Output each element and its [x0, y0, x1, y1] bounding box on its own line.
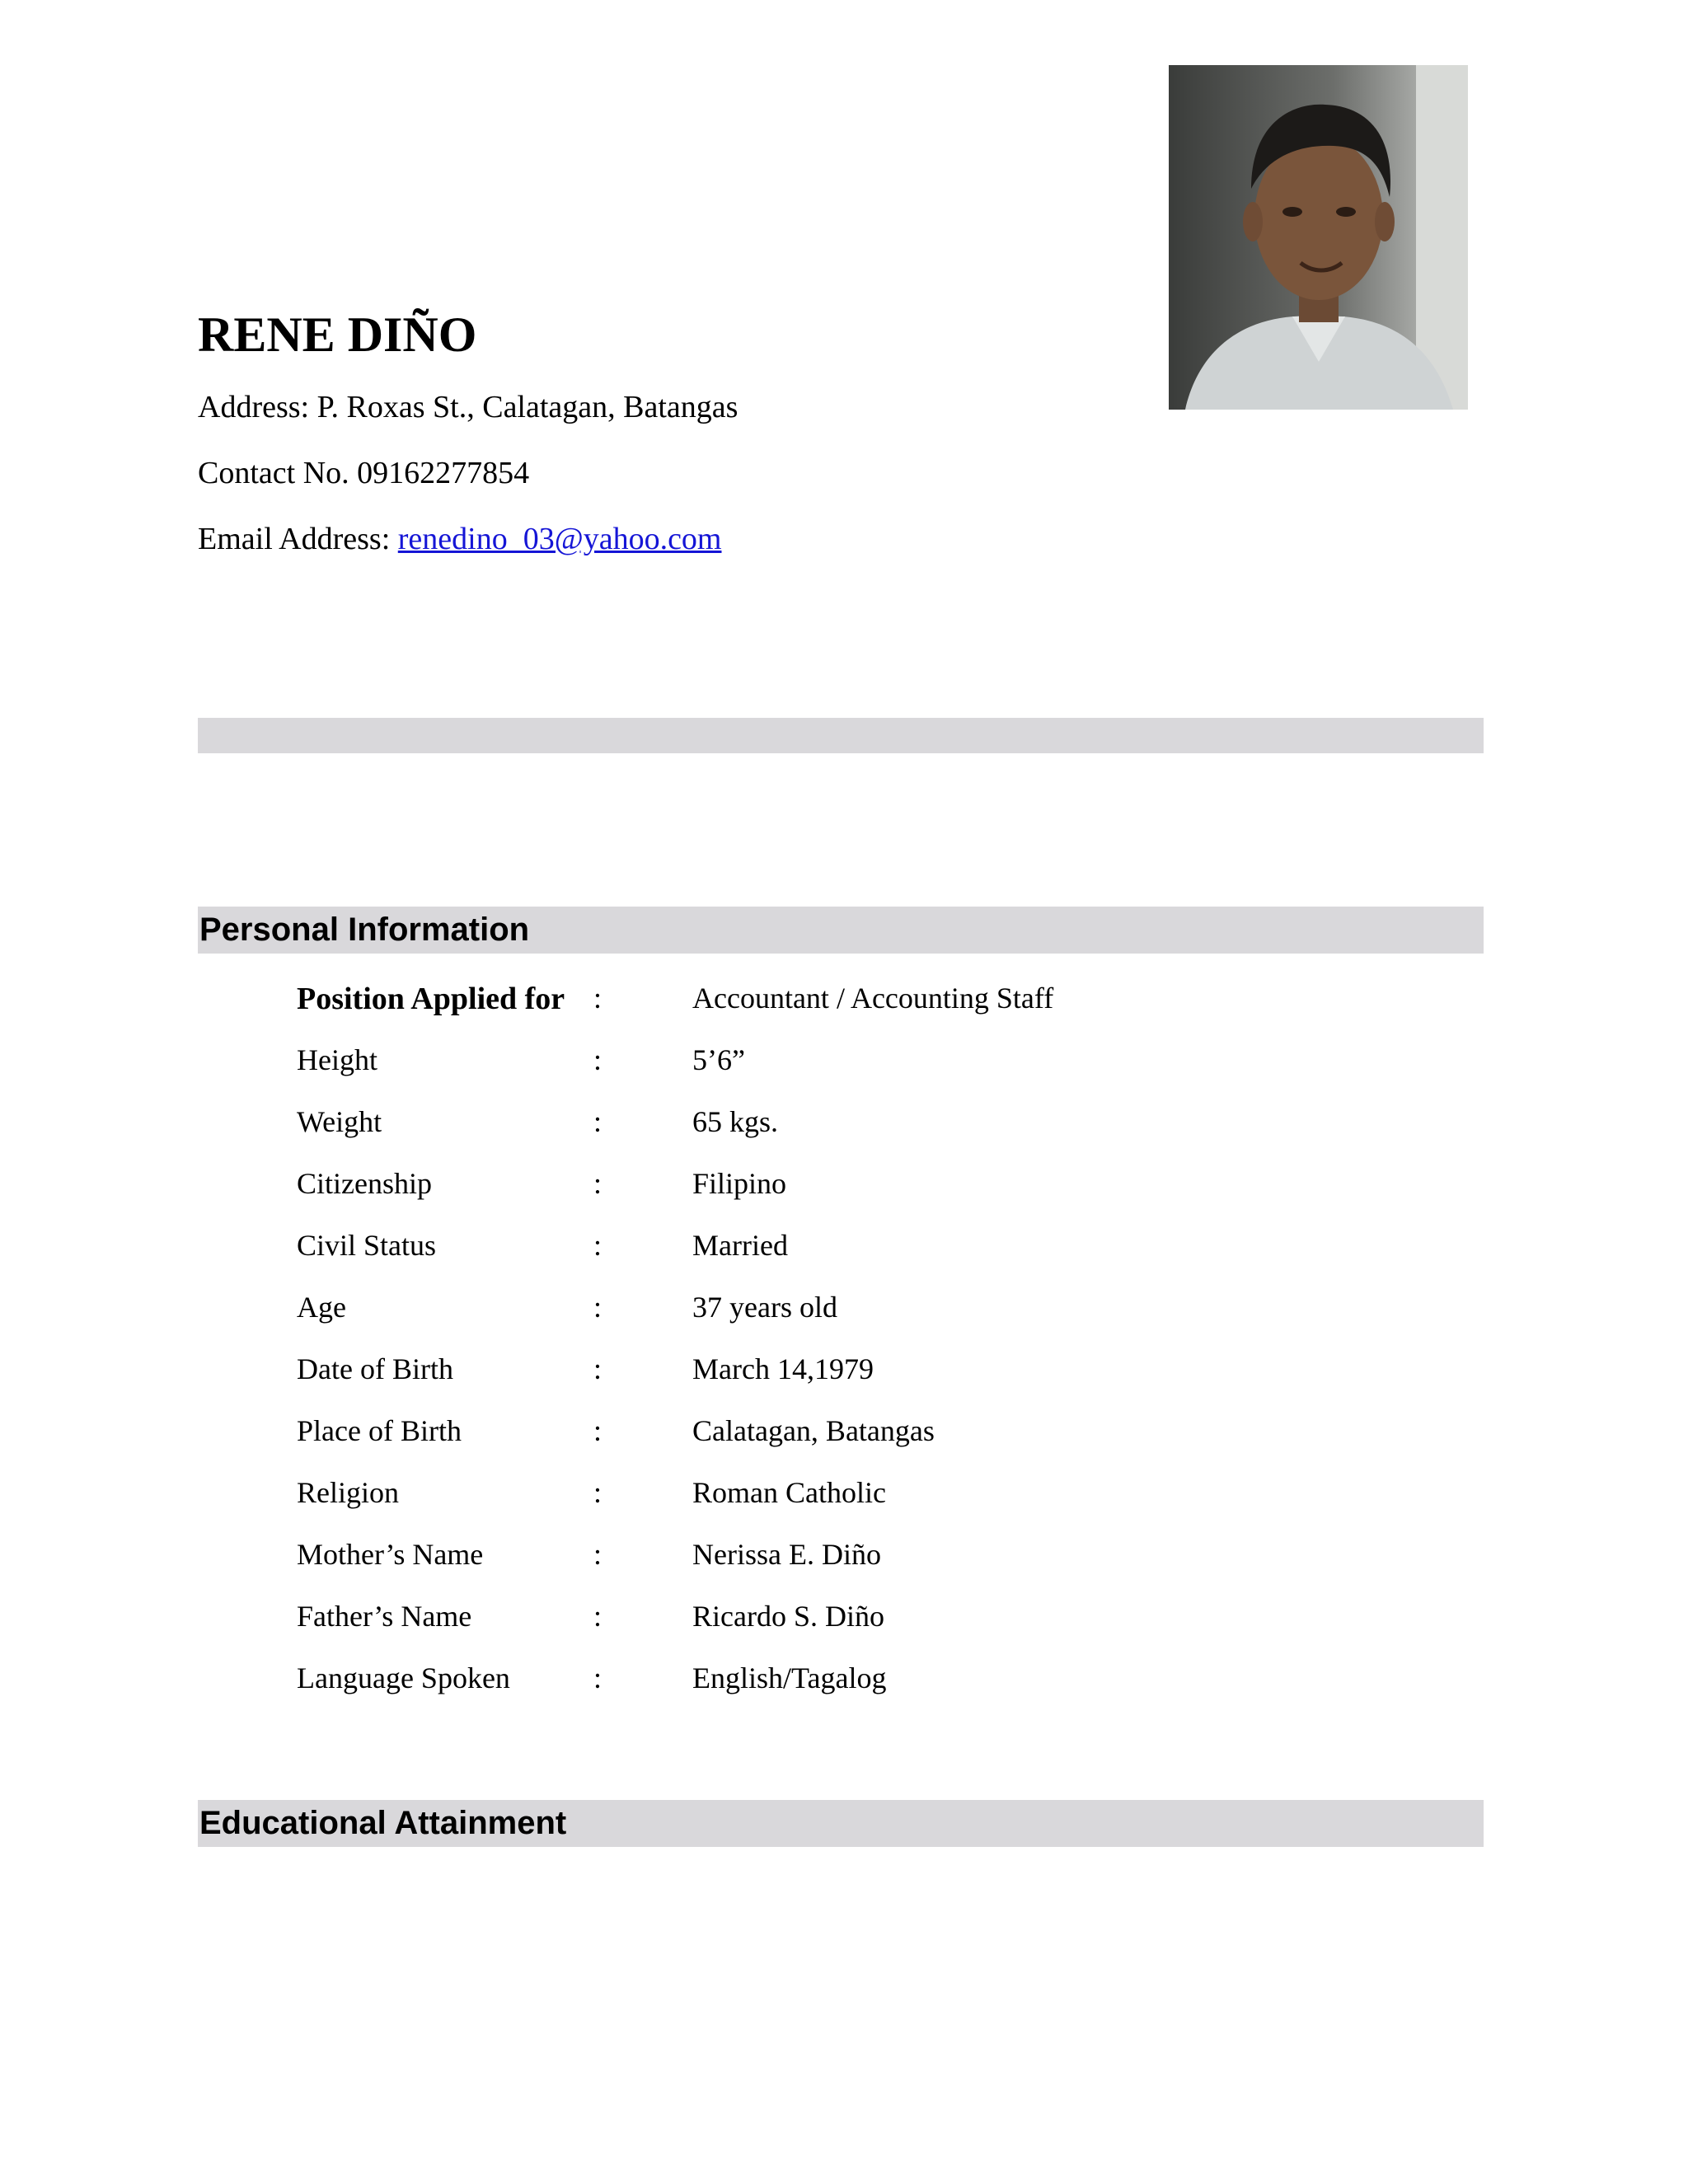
info-row: [0, 981, 1688, 1030]
info-label: Civil Status: [297, 1229, 437, 1262]
info-row: [0, 1599, 1688, 1648]
contact-number-line: [198, 455, 529, 491]
info-separator: :: [593, 1600, 603, 1633]
section-header-personal-information: Personal Information: [198, 907, 1484, 954]
info-value: March 14,1979: [692, 1352, 874, 1385]
info-label: Date of Birth: [297, 1352, 453, 1385]
profile-photo: [1169, 65, 1468, 410]
info-row: [0, 1290, 1688, 1339]
info-separator: :: [593, 1538, 603, 1571]
contact-number-value: 09162277854: [357, 456, 530, 490]
info-separator: :: [593, 1105, 603, 1138]
info-row: [0, 1413, 1688, 1463]
info-value: Calatagan, Batangas: [692, 1414, 935, 1447]
info-separator: :: [593, 1661, 603, 1694]
email-label: Email Address:: [198, 522, 398, 556]
info-label: Father’s Name: [297, 1600, 472, 1633]
divider-bar: [198, 718, 1484, 753]
info-row: [0, 1661, 1688, 1710]
section-header-educational-attainment: Educational Attainment: [198, 1800, 1484, 1847]
info-value: Nerissa E. Diño: [692, 1538, 881, 1571]
applicant-name: RENE DIÑO: [198, 307, 477, 362]
info-row: [0, 1352, 1688, 1401]
info-separator: :: [593, 1167, 603, 1200]
info-label: Weight: [297, 1105, 382, 1138]
info-value: 5’6”: [692, 1043, 745, 1076]
info-label: Language Spoken: [297, 1661, 510, 1694]
info-separator: :: [593, 1229, 603, 1262]
info-value: Ricardo S. Diño: [692, 1600, 884, 1633]
email-line: [198, 521, 722, 557]
info-row: [0, 1166, 1688, 1216]
info-value: Filipino: [692, 1167, 787, 1200]
info-separator: :: [593, 1291, 603, 1324]
info-row: [0, 1104, 1688, 1154]
info-value: English/Tagalog: [692, 1661, 887, 1694]
address-line: [198, 389, 738, 425]
info-label: Place of Birth: [297, 1414, 462, 1447]
info-label: Position Applied for: [297, 982, 565, 1016]
info-value: Married: [692, 1229, 788, 1262]
contact-label: Contact No.: [198, 456, 358, 490]
info-value: Roman Catholic: [692, 1476, 886, 1509]
info-separator: :: [593, 1043, 603, 1076]
info-label: Mother’s Name: [297, 1538, 484, 1571]
info-value: 65 kgs.: [692, 1105, 779, 1138]
address-label: Address:: [198, 390, 317, 424]
address-value: P. Roxas St., Calatagan, Batangas: [316, 390, 738, 424]
info-separator: :: [593, 1352, 603, 1385]
info-label: Citizenship: [297, 1167, 432, 1200]
info-separator: :: [593, 1476, 603, 1509]
info-separator: :: [593, 982, 603, 1015]
info-value: Accountant / Accounting Staff: [692, 982, 1054, 1015]
info-value: 37 years old: [692, 1291, 837, 1324]
info-label: Height: [297, 1043, 377, 1076]
info-label: Age: [297, 1291, 346, 1324]
info-label: Religion: [297, 1476, 399, 1509]
info-row: [0, 1228, 1688, 1277]
email-link[interactable]: renedino_03@yahoo.com: [397, 522, 722, 556]
info-row: [0, 1537, 1688, 1586]
info-separator: :: [593, 1414, 603, 1447]
info-row: [0, 1475, 1688, 1525]
info-row: [0, 1043, 1688, 1092]
